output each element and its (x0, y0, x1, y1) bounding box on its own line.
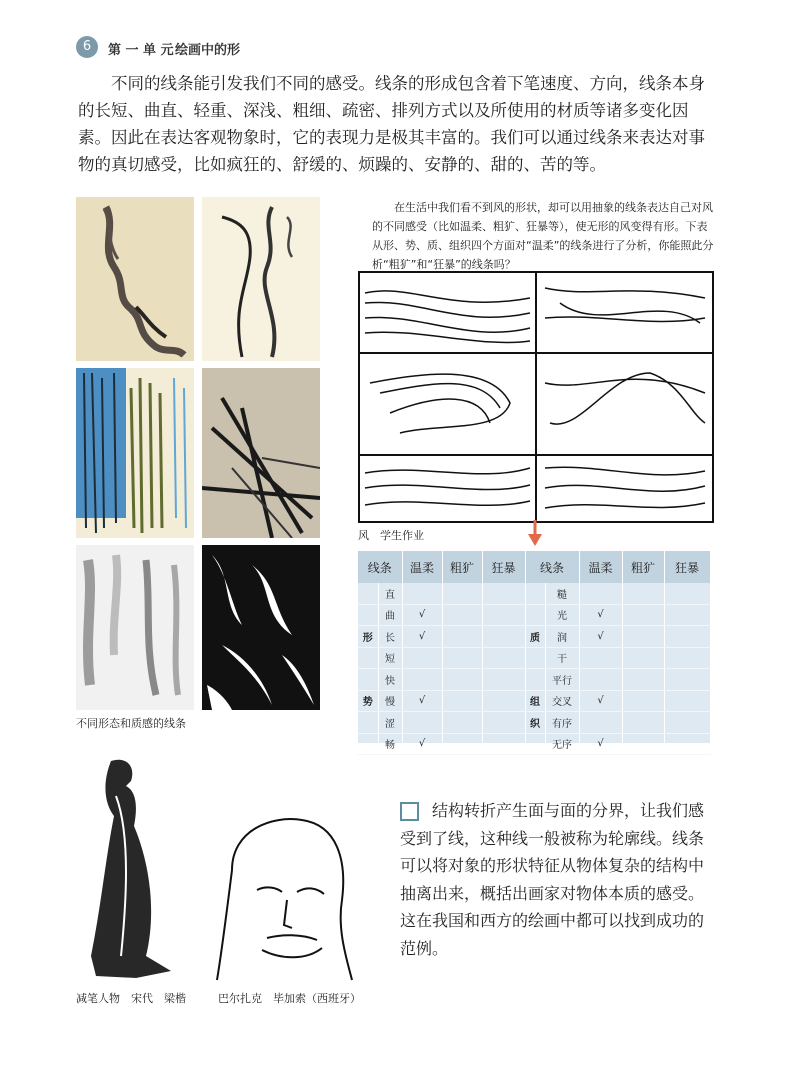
outline-line-paragraph: 结构转折产生面与面的分界，让我们感受到了线，这种线一般被称为轮廓线。线条可以将对象的形状特征从物体复杂的结构中抽离出来，概括出画家对物体本质的感受。这在我国和西方的绘画中都可以找到成功的范例。 (400, 801, 705, 958)
table-cell (525, 647, 545, 669)
table-cell (664, 669, 710, 691)
table-cell (442, 690, 482, 712)
table-cell (664, 604, 710, 626)
table-cell (622, 583, 664, 604)
table-cell (442, 626, 482, 648)
table-cell (622, 604, 664, 626)
table-cell: √ (402, 604, 442, 626)
table-cell: 长 (378, 626, 402, 648)
table-header-cell: 温柔 (579, 551, 622, 583)
table-cell: 织 (525, 712, 545, 734)
page-number-badge: 6 (76, 36, 98, 58)
line-sample-ink-wash-image (76, 545, 194, 710)
table-cell (525, 733, 545, 755)
table-header-cell: 线条 (525, 551, 579, 583)
line-samples-caption: 不同形态和质感的线条 (76, 717, 186, 730)
table-cell: 短 (378, 647, 402, 669)
table-cell (442, 733, 482, 755)
table-cell (402, 669, 442, 691)
unit-label: 第 一 单 元 (108, 43, 174, 58)
table-cell: √ (579, 604, 622, 626)
table-cell (358, 647, 378, 669)
table-cell (358, 669, 378, 691)
table-cell (358, 712, 378, 734)
table-cell: 曲 (378, 604, 402, 626)
table-cell (482, 669, 525, 691)
table-cell (402, 712, 442, 734)
table-row (358, 712, 710, 734)
table-row (358, 604, 710, 626)
table-cell (482, 712, 525, 734)
table-cell (482, 733, 525, 755)
table-cell (664, 626, 710, 648)
table-cell (482, 626, 525, 648)
table-cell (664, 712, 710, 734)
table-cell (482, 647, 525, 669)
table-cell (579, 583, 622, 604)
table-cell: 平行 (545, 669, 579, 691)
table-cell: 畅 (378, 733, 402, 755)
table-cell (482, 604, 525, 626)
table-cell: 质 (525, 626, 545, 648)
line-sample-brush-image (202, 197, 320, 361)
table-cell: 糙 (545, 583, 579, 604)
table-cell (664, 647, 710, 669)
table-cell (664, 733, 710, 755)
table-cell: √ (579, 690, 622, 712)
table-row (358, 647, 710, 669)
table-cell: 形 (358, 626, 378, 648)
table-row (358, 733, 710, 755)
table-cell (664, 583, 710, 604)
table-cell (525, 669, 545, 691)
table-cell (402, 647, 442, 669)
table-cell: √ (402, 733, 442, 755)
line-sample-charcoal-image (202, 368, 320, 538)
picasso-balzac-drawing (212, 810, 357, 985)
table-header-row (358, 551, 710, 583)
table-cell: √ (402, 626, 442, 648)
table-header-cell: 狂暴 (482, 551, 525, 583)
chapter-title: 绘画中的形 (175, 43, 241, 58)
table-cell (579, 647, 622, 669)
table-cell (442, 604, 482, 626)
table-cell (622, 712, 664, 734)
wind-instruction-text: 在生活中我们看不到风的形状，却可以用抽象的线条表达自己对风的不同感受（比如温柔、粗犷、狂暴等），使无形的风变得有形。下表从形、势、质、组织四个方面对“温柔”的线条进行了分析，你能照此分析“粗犷”和“狂暴”的线条吗？ (372, 201, 714, 271)
table-header-cell: 粗犷 (622, 551, 664, 583)
table-cell (525, 583, 545, 604)
caption-liang-kai: 减笔人物 宋代 梁楷 (76, 992, 186, 1005)
table-cell: 直 (378, 583, 402, 604)
table-cell (442, 583, 482, 604)
table-cell: 无序 (545, 733, 579, 755)
table-cell (622, 733, 664, 755)
table-cell (622, 690, 664, 712)
table-cell: √ (402, 690, 442, 712)
liang-kai-figure-drawing (76, 756, 186, 984)
table-row (358, 583, 710, 604)
table-cell: √ (579, 733, 622, 755)
table-cell (442, 712, 482, 734)
table-row (358, 626, 710, 648)
table-cell (358, 583, 378, 604)
table-cell (402, 583, 442, 604)
line-analysis-table (358, 551, 710, 752)
table-cell: 势 (358, 690, 378, 712)
table-cell: 快 (378, 669, 402, 691)
table-cell (664, 690, 710, 712)
table-header-cell: 温柔 (402, 551, 442, 583)
table-cell: 有序 (545, 712, 579, 734)
wind-caption: 风 学生作业 (358, 529, 424, 542)
table-row (358, 690, 710, 712)
table-header-cell: 狂暴 (664, 551, 710, 583)
table-row (358, 669, 710, 691)
table-cell (482, 583, 525, 604)
table-cell: 润 (545, 626, 579, 648)
table-cell (579, 669, 622, 691)
table-cell (358, 733, 378, 755)
table-cell: 光 (545, 604, 579, 626)
table-cell: 交叉 (545, 690, 579, 712)
table-cell (622, 669, 664, 691)
caption-picasso: 巴尔扎克 毕加索（西班牙） (218, 992, 361, 1005)
wind-student-artwork (358, 271, 714, 523)
table-cell (442, 669, 482, 691)
table-cell: 慢 (378, 690, 402, 712)
intro-paragraph: 不同的线条能引发我们不同的感受。线条的形成包含着下笔速度、方向，线条本身的长短、曲直、轻重、深浅、粗细、疏密、排列方式以及所使用的材质等诸多变化因素。因此在表达客观物象时，它的表现力是极其丰富的。我们可以通过线条来表达对事物的真切感受，比如疯狂的、舒缓的、烦躁的、安静的、甜的、苦的等。 (78, 74, 705, 174)
table-header-cell: 粗犷 (442, 551, 482, 583)
table-cell (622, 647, 664, 669)
table-cell (482, 690, 525, 712)
line-sample-colored-pencil-image (76, 368, 194, 538)
down-arrow-icon (528, 520, 542, 546)
table-cell: 组 (525, 690, 545, 712)
table-header-cell: 线条 (358, 551, 402, 583)
table-cell: √ (579, 626, 622, 648)
table-cell: 涩 (378, 712, 402, 734)
table-cell: 干 (545, 647, 579, 669)
table-cell (525, 604, 545, 626)
line-sample-woodcut-image (202, 545, 320, 710)
line-sample-ribbon-image (76, 197, 194, 361)
table-cell (622, 626, 664, 648)
table-cell (358, 604, 378, 626)
table-cell (579, 712, 622, 734)
table-cell (442, 647, 482, 669)
